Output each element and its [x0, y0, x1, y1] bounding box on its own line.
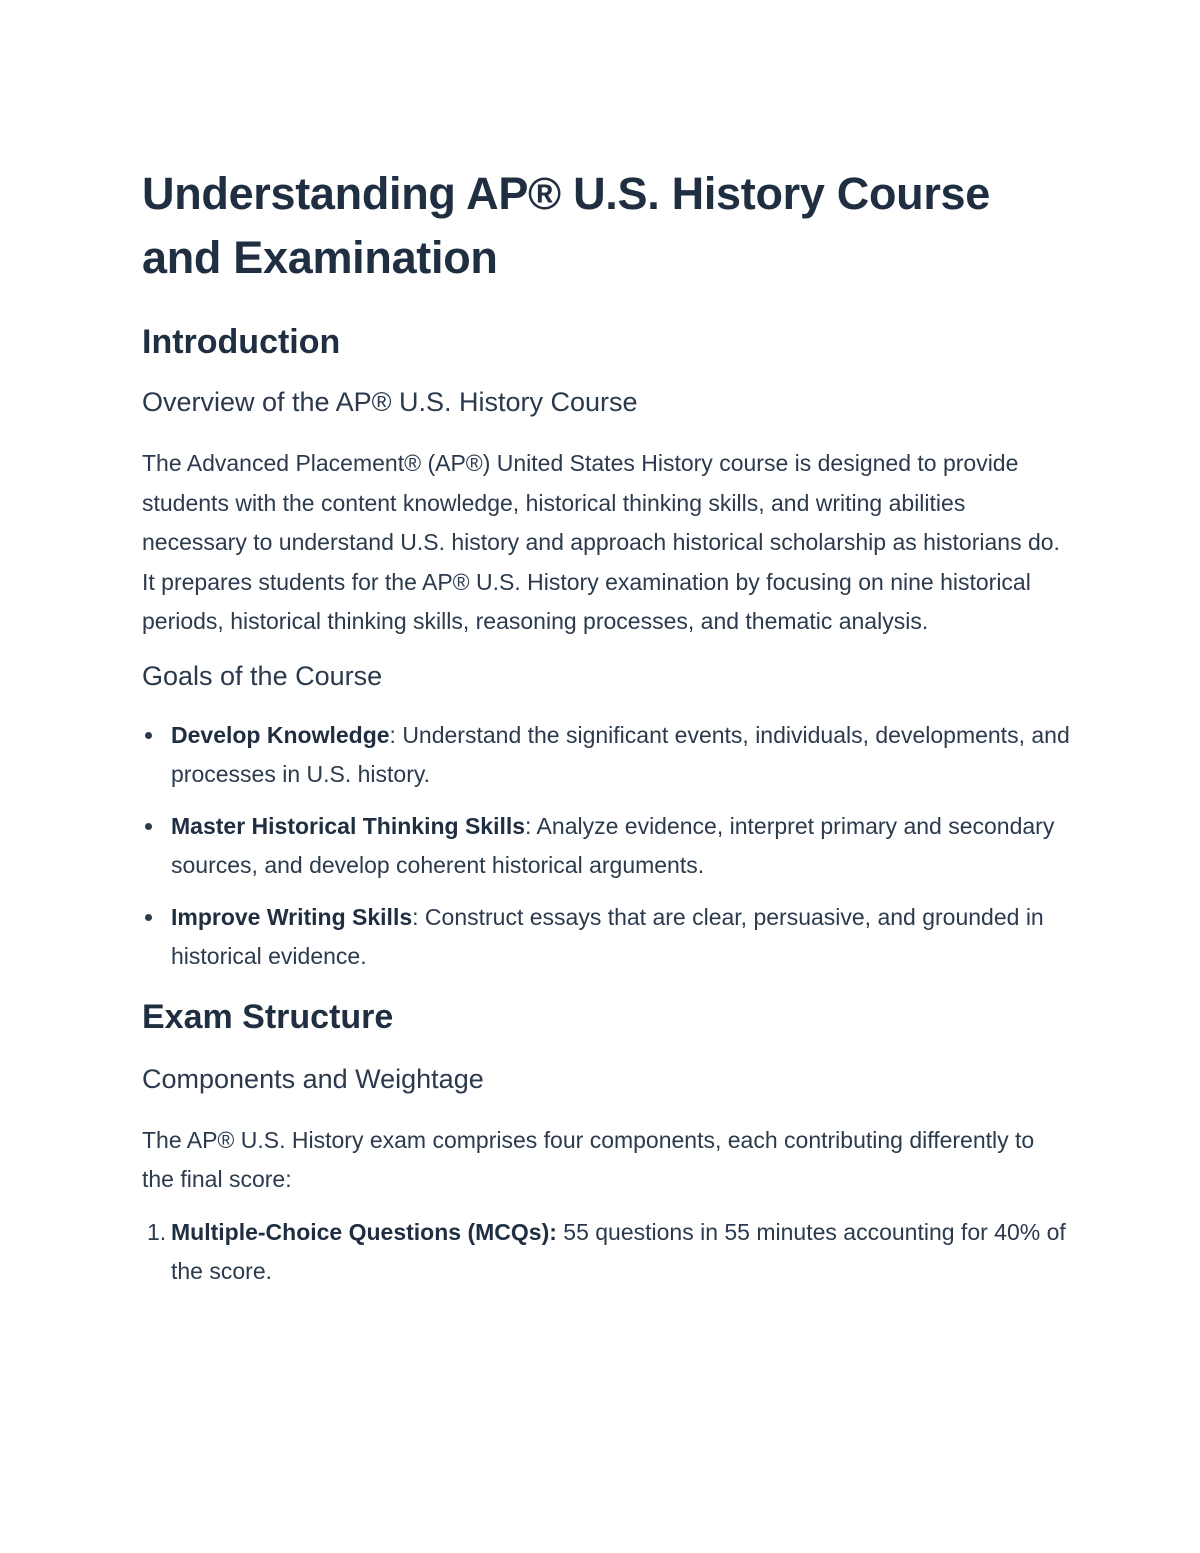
goal-title: Improve Writing Skills [171, 903, 413, 930]
list-number: 1. [147, 1218, 167, 1245]
list-item [142, 1213, 1072, 1292]
document-page [142, 162, 1072, 1292]
section-heading-introduction: Introduction [142, 323, 341, 361]
component-title: Multiple-Choice Questions (MCQs): [171, 1218, 557, 1245]
subheading-goals: Goals of the Course [142, 660, 383, 691]
document-title: Understanding AP® U.S. History Course and Examination [142, 168, 991, 283]
goal-title: Master Historical Thinking Skills [171, 812, 526, 839]
goal-text: : Analyze evidence, interpret primary and secondary sources, and develop coherent historical arguments. [171, 812, 1055, 878]
components-list [142, 1213, 1072, 1292]
goal-title: Develop Knowledge [171, 721, 390, 748]
list-item [142, 716, 1072, 795]
goal-text: : Understand the significant events, individuals, developments, and processes in U.S. history. [171, 721, 1070, 787]
bullet-icon [145, 732, 152, 739]
section-heading-exam-structure: Exam Structure [142, 997, 394, 1036]
list-item [142, 898, 1072, 977]
overview-paragraph: The Advanced Placement® (AP®) United States History course is designed to provide students with the content knowledge, historical thinking skills, and writing abilities necessary to understand U.S. history and approach historical scholarship as historians do. It prepares students for the AP® U.S. History examination by focusing on nine historical periods, historical thinking skills, reasoning processes, and thematic analysis. [142, 450, 1060, 634]
bullet-icon [145, 914, 152, 921]
bullet-icon [145, 823, 152, 830]
list-item [142, 807, 1072, 886]
components-intro-paragraph: The AP® U.S. History exam comprises four components, each contributing differently to the final score: [142, 1126, 1035, 1192]
component-text: 55 questions in 55 minutes accounting for 40% of the score. [171, 1218, 1066, 1284]
goal-text: : Construct essays that are clear, persuasive, and grounded in historical evidence. [171, 903, 1044, 969]
subheading-components: Components and Weightage [142, 1063, 484, 1094]
goals-list [142, 716, 1072, 977]
subheading-overview: Overview of the AP® U.S. History Course [142, 387, 638, 417]
